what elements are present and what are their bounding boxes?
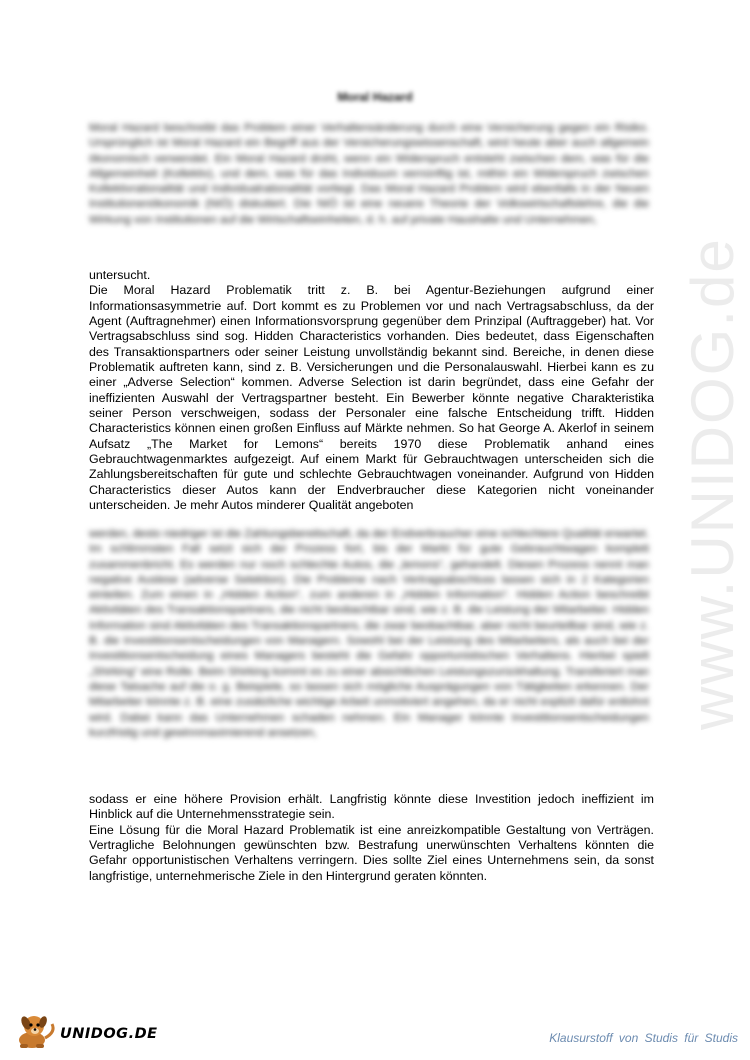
visible-text-section-2 xyxy=(89,792,654,884)
paragraph-untersucht: untersucht. xyxy=(89,268,151,282)
blurred-middle xyxy=(89,527,649,801)
document-title: Moral Hazard xyxy=(337,90,413,104)
paragraph-solution: Eine Lösung für die Moral Hazard Problematik ist eine anreizkompatible Gestaltung von Verträgen. Vertragliche Belohnungen gewünschten bzw. Bestrafung unerwünschten Verhaltens könnten die Gefahr opportunistischen Verhaltens verringern. Dies sollte Ziel eines Unternehmens sein, da sonst langfristige, unternehmerische Ziele in den Hintergrund geraten könnten. xyxy=(89,822,654,883)
blurred-intro xyxy=(89,121,649,269)
dog-mascot-icon xyxy=(12,1010,62,1050)
watermark: www.UNIDOG.de xyxy=(679,237,746,730)
visible-text-section-1 xyxy=(89,268,654,530)
unidog-logo[interactable] xyxy=(12,1010,162,1050)
blurred-intro-text: Moral Hazard beschreibt das Problem einer Verhaltensänderung durch eine Versicherung gegen ein Risiko. Ursprünglich ist Moral Hazard ein Begriff aus der Versicherungswissenschaft, wird heute aber auch allgemein ökonomisch verwendet. Ein Moral Hazard droht, wenn ein Widerspruch entsteht zwischen dem, was für die Allgemeinheit (Kollektiv), und dem, was für das Individuum vernünftig ist, mithin ein Widerspruch zwischen Kollektivrationalität und Individualrationalität vorliegt. Das Moral Hazard Problem wird ebenfalls in der Neuen Institutionenökonomik (NIÖ) diskutiert. Die NIÖ ist eine neuere Theorie der Volkswirtschaftslehre, die die Wirkung von Institutionen auf die Wirtschaftseinheiten, d. h. auf private Haushalte und Unternehmen, xyxy=(89,122,649,226)
blurred-middle-text: werden, desto niedriger ist die Zahlungsbereitschaft, da der Endverbraucher eine schlechtere Qualität erwartet. Im schlimmsten Fall setzt sich der Prozess fort, bis der Markt für gute Gebrauchtwagen komplett zusammenbricht. Es werden nur noch schlechte Autos, die „lemons“, gehandelt. Diesen Prozess nennt man negative Auslese (adverse Selektion). Die Probleme nach Vertragsabschluss lassen sich in 2 Kategorien einteilen. Zum einen in „Hidden Action“, zum anderen in „Hidden Information“. Hidden Action beschreibt Aktivitäten des Transaktionspartners, die nicht beobachtbar sind, wie z. B. die Leistung der Mitarbeiter. Hidden Information sind Aktivitäten des Transaktionspartners, die zwar beobachtbar, aber nicht beurteilbar sind, wie z. B. die Investitionsentscheidungen von Managern. Sowohl bei der Leistung des Mitarbeiters, als auch bei der Investitionsentscheidung eines Managers besteht die Gefahr opportunistischen Verhaltens. Hierbei spielt „Shirking“ eine Rolle. Beim Shirking kommt es zu einer absichtlichen Leistungszurückhaltung. Transferiert man diese Tatsache auf die o. g. Beispiele, so lassen sich mögliche Ausprägungen von Tätigkeiten erkennen. Der Mitarbeiter könnte z. B. eine zusätzliche wichtige Arbeit unmotiviert angehen, da er nicht explizit dafür entlohnt wird. Dabei kann das Unternehmen schaden nehmen. Ein Manager könnte Investitionsentscheidungen kurzfristig und gewinnmaximierend ansetzen, xyxy=(89,528,649,739)
footer-tagline: Klausurstoff von Studis für Studis xyxy=(549,1031,738,1045)
paragraph-agency-problem: Die Moral Hazard Problematik tritt z. B. bei Agentur-Beziehungen aufgrund einer Informationsasymmetrie auf. Dort kommt es zu Problemen vor und nach Vertragsabschluss, da der Agent (Auftragnehmer) einen Informationsvorsprung gegenüber dem Prinzipal (Auftraggeber) hat. Vor Vertragsabschluss sind sog. Hidden Characteristics vorhanden. Dies bedeutet, dass Eigenschaften des Transaktionspartners oder seiner Leistung unvollständig bekannt sind. Bereiche, in denen diese Problematik auftreten kann, sind z. B. Versicherungen und die Personalauswahl. Hierbei kann es zu einer „Adverse Selection“ kommen. Adverse Selection ist darin begründet, dass eine Gefahr der ineffizienten Auswahl der Vertragspartner besteht. Ein Bewerber könnte negative Charakteristika seiner Person verschweigen, sodass der Personaler eine falsche Entscheidung trifft. Hidden Characteristics können einen großen Einfluss auf Märkte nehmen. So hat George A. Akerlof in seinem Aufsatz „The Market for Lemons“ bereits 1970 diese Problematik anhand eines Gebrauchtwagenmarktes aufgezeigt. Auf einem Markt für Gebrauchtwagen unterscheiden sich die Zahlungsbereitschaften für gute und schlechte Gebrauchtwagen voneinander. Aufgrund von Hidden Characteristics dieser Autos kann der Endverbraucher diese Kategorien nicht voneinander unterscheiden. Je mehr Autos minderer Qualität angeboten xyxy=(89,283,654,513)
logo-text: UNIDOG.DE xyxy=(60,1026,158,1042)
paragraph-provision: sodass er eine höhere Provision erhält. Langfristig könnte diese Investition jedoch ineffizient im Hinblick auf die Unternehmensstrategie sein. xyxy=(89,792,654,822)
